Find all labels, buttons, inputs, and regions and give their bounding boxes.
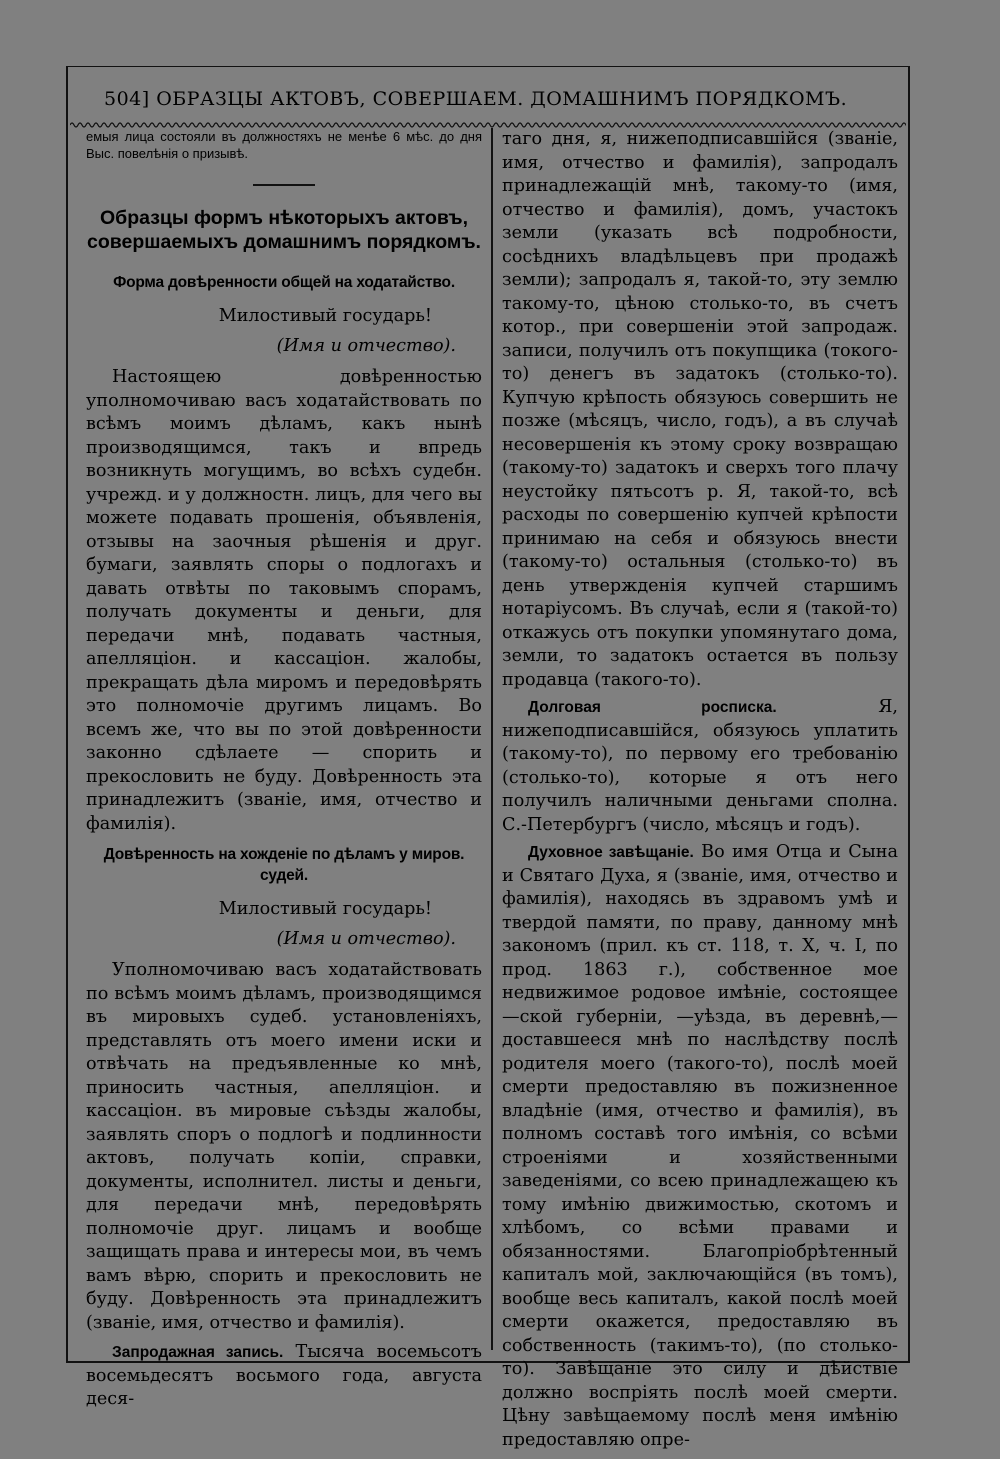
receipt-paragraph	[502, 696, 898, 837]
will-label: Духовное завѣщаніе.	[528, 844, 694, 861]
form2-title: Довѣренность на хожденіе по дѣламъ у миров. судей.	[103, 846, 465, 884]
zaprodazh-paragraph	[86, 1341, 482, 1412]
page-number: 504]	[104, 88, 150, 110]
left-column	[86, 128, 482, 1412]
form1-body: Настоящею довѣренностью уполномочиваю васъ ходатайствовать по всѣмъ моимъ дѣламъ, какъ нынѣ производящимся, такъ и впредь возникнуть могущимъ, во всѣхъ судебн. учрежд. и у должностн. лицъ, для чего вы можете подавать прошенія, объявленія, отзывы на заочныя рѣшенія и друг. бумаги, заявлять споры о подлогахъ и давать отвѣты по таковымъ спорамъ, получать документы и деньги, для передачи мнѣ, подавать частныя, апелляціон. и кассаціон. жалобы, прекращать дѣла миромъ и передовѣрять это полномочіе другимъ лицамъ. Во всемъ же, что вы по этой довѣренности законно сдѣлаете — спорить и прекословить не буду. Довѣренность эта принадлежитъ (званіе, имя, отчество и фамилія).	[86, 367, 482, 834]
footnote: емыя лица состояли въ должностяхъ не менѣе 6 мѣс. до дня Выс. повелѣнія о призывѣ.	[86, 129, 482, 161]
receipt-text: Я, нижеподписавшійся, обязуюсь уплатить (такому-то), по первому его требованію (столько-то), которые я отъ него получилъ наличными деньгами сполна. С.-Петербургъ (число, мѣсяцъ и годъ).	[502, 697, 898, 835]
page-title: ОБРАЗЦЫ АКТОВЪ, СОВЕРШАЕМ. ДОМАШНИМЪ ПОРЯДКОМЪ.	[156, 88, 848, 110]
will-text: Во имя Отца и Сына и Святаго Духа, я (званіе, имя, отчество и фамилія), находясь въ здравомъ умѣ и твердой памяти, по праву, данному мнѣ закономъ (прил. къ ст. 118, т. X, ч. I, по прод. 1863 г.), собственное мое недвижимое родовое имѣніе, состоящее —ской губерніи, —уѣзда, въ деревнѣ,— доставшееся мнѣ по наслѣдству послѣ родителя моего (такого-то), послѣ моей смерти предоставляю въ пожизненное владѣніе (имя, отчество и фамилія), въ полномъ составѣ того имѣнія, со всѣми строеніями и хозяйственными заведеніями, со всею принадлежащею къ тому имѣнію движимостью, скотомъ и хлѣбомъ, со всѣми правами и обязанностями. Благопріобрѣтенный капиталъ мой, заключающійся (въ томъ), вообще весь капиталъ, какой послѣ моей смерти окажется, предоставляю въ собственность (такимъ-то), (по столько-то). Завѣщаніе это силу и дѣйствіе должно воспріять послѣ моей смерти. Цѣну завѣщаемому послѣ меня имѣнію предоставляю опре-	[502, 842, 898, 1450]
running-header	[104, 88, 848, 110]
receipt-label: Долговая росписка.	[528, 699, 777, 716]
will-paragraph	[502, 841, 898, 1452]
form2-greeting: Милостивый государь!	[218, 899, 432, 919]
zaprodazh-text: Тысяча восемьсотъ восемьдесятъ восьмого года, августа деся-	[86, 1342, 482, 1409]
zaprodazh-label: Запродажная запись.	[112, 1344, 284, 1361]
zaprodazh-continuation: таго дня, я, нижеподписавшійся (званіе, имя, отчество и фамилія), запродалъ принадлежащій мнѣ, такому-то (имя, отчество и фамилія), домъ, участокъ земли (указать всѣ подробности, сосѣднихъ владѣльцевъ при продажѣ земли); запродалъ я, такой-то, эту землю такому-то, цѣною столько-то, въ счетъ котор., при совершеніи этой запродаж. записи, получилъ отъ покупщика (токого-то) денегъ въ задатокъ (столько-то). Купчую крѣпость обязуюсь совершить не позже (мѣсяцъ, число, годъ), а въ случаѣ несовершенія къ этому сроку возвращаю (такому-то) задатокъ и сверхъ того плачу неустойку пятьсотъ р. Я, такой-то, всѣ расходы по совершенію купчей крѣпости принимаю на себя и обязуюсь внести (такому-то) остальныя (столько-то) въ день утвержденія купчей старшимъ нотаріусомъ. Въ случаѣ, если я (такой-то) откажусь отъ покупки упомянутаго дома, земли, то задатокъ остается въ пользу продавца (такого-то).	[502, 129, 898, 690]
form1-greeting: Милостивый государь!	[218, 306, 432, 326]
form1-title: Форма довѣренности общей на ходатайство.	[113, 274, 455, 291]
form2-addressee: (Имя и отчество).	[276, 928, 456, 949]
form1-addressee: (Имя и отчество).	[276, 335, 456, 356]
column-divider	[491, 128, 493, 1350]
form2-body: Уполномочиваю васъ ходатайствовать по всѣмъ моимъ дѣламъ, производящимся въ мировыхъ судеб. установленіяхъ, представлять отъ моего имени иски и отвѣчать на предъявленные ко мнѣ, приносить частныя, апелляціон. и кассаціон. въ мировые съѣзды жалобы, заявлять споръ о подлогѣ и подлинности актовъ, получать копіи, справки, документы, исполнител. листы и деньги, для передачи мнѣ, передовѣрять полномочіе друг. лицамъ и вообще защищать права и интересы мои, въ чемъ вамъ вѣрю, спорить и прекословить не буду. Довѣренность эта принадлежитъ (званіе, имя, отчество и фамилія).	[86, 960, 482, 1333]
right-column	[502, 128, 898, 1452]
section-separator	[253, 184, 315, 186]
section-title: Образцы формъ нѣкоторыхъ актовъ, совершаемыхъ домашнимъ порядкомъ.	[87, 207, 481, 253]
